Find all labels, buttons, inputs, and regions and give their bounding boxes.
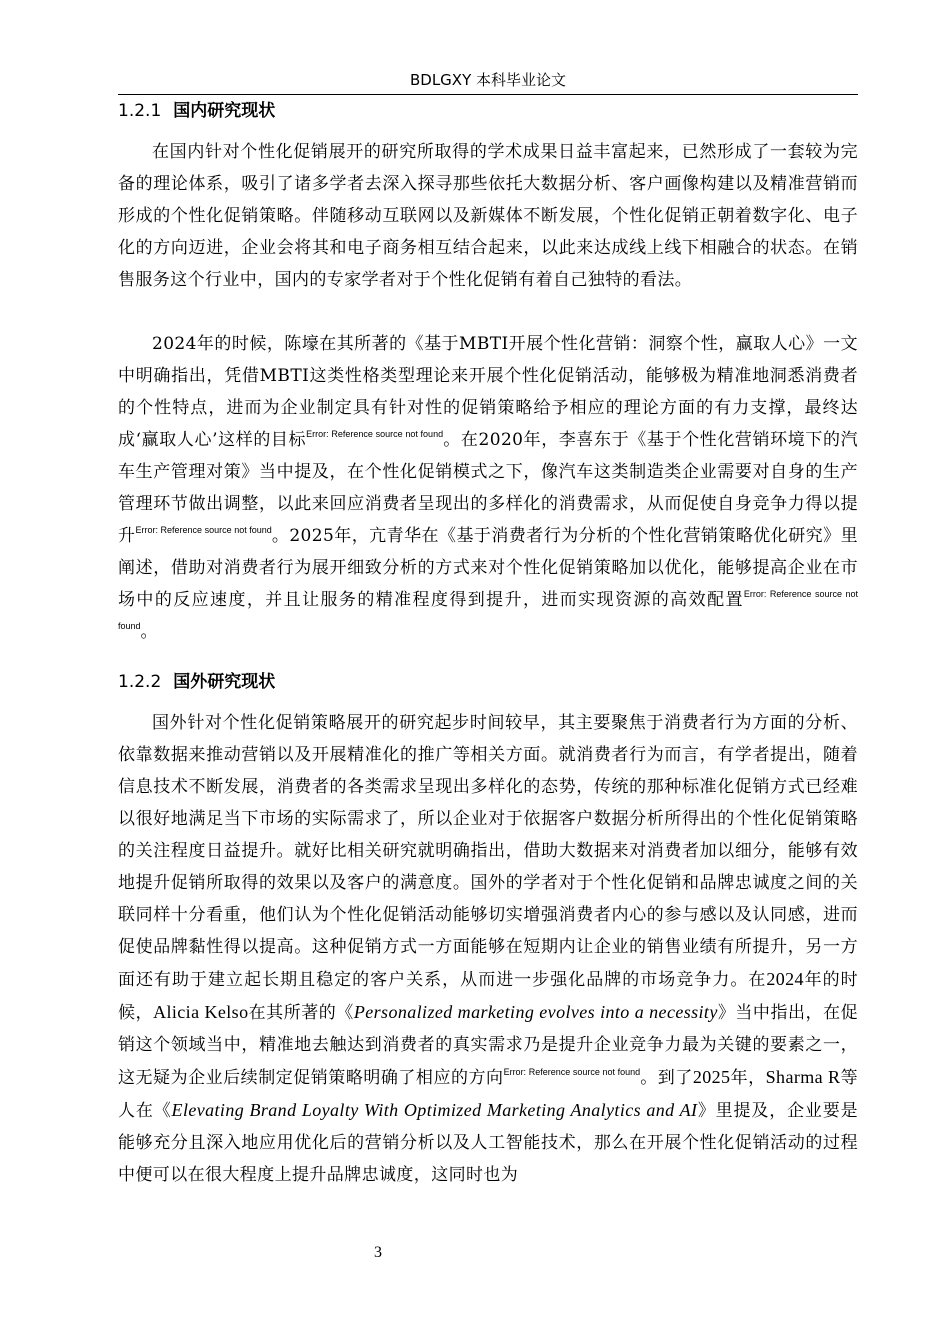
section-heading-foreign	[118, 670, 858, 694]
section-number: 1.2.2	[118, 672, 162, 692]
paragraph-domestic-intro: 在国内针对个性化促销展开的研究所取得的学术成果日益丰富起来，已然形成了一套较为完备的理论体系，吸引了诸多学者去深入探寻那些依托大数据分析、客户画像构建以及精准营销而形成的个性化促销策略。伴随移动互联网以及新媒体不断发展，个性化促销正朝着数字化、电子化的方向迈进，企业会将其和电子商务相互结合起来，以此来达成线上线下相融合的状态。在销售服务这个行业中，国内的专家学者对于个性化促销有着自己独特的看法。	[118, 142, 858, 290]
page-number: 3	[374, 1244, 382, 1261]
section-title: 国外研究现状	[173, 672, 276, 692]
cited-title: Elevating Brand Loyalty With Optimized Marketing Analytics and AI	[171, 1100, 698, 1120]
paragraph-text: 。到了	[640, 1068, 693, 1088]
section-heading-domestic	[118, 99, 858, 123]
author-name: Alicia Kelso	[153, 1002, 249, 1022]
paragraph-text: 。2025年，亢青华在《基于消费者行为分析的个性化营销策略优化研究》里阐述，借助对消费者行为展开细致分析的方式来对个性化促销策略加以优化，能够提高企业在市场中的反应速度，并且让服务的精准程度得到提升，进而实现资源的高效配置	[118, 526, 859, 610]
paragraph-text: 在其所著的《	[248, 1003, 354, 1023]
paragraph-text: 国外针对个性化促销策略展开的研究起步时间较早，其主要聚焦于消费者行为方面的分析、依靠数据来推动营销以及开展精准化的推广等相关方面。就消费者行为而言，有学者提出，随着信息技术不断发展，消费者的各类需求呈现出多样化的态势，传统的那种标准化促销方式已经难以很好地满足当下市场的实际需求了，所以企业对于依据客户数据分析所得出的个性化促销策略的关注程度日益提升。就好比相关研究就明确指出，借助大数据来对消费者加以细分，能够有效地提升促销所取得的效果以及客户的满意度。国外的学者对于个性化促销和品牌忠诚度之间的关联同样十分看重，他们认为个性化促销活动能够切实增强消费者内心的参与感以及认同感，进而促使品牌黏性得以提高。这种促销方式一方面能够在短期内让企业的销售业绩有所提升，另一方面还有助于建立起长期且稳定的客户关系，从而进一步强化品牌的市场竞争力。在	[118, 713, 858, 990]
paragraph-text: 。在2020年，李喜东于《基于个性化营销环境下的汽车生产管理对策》当中提及，在个性化促销模式之下，像汽车这类制造类企业需要对自身的生产管理环节做出调整，以此来回应消费者呈现出的多样化的消费需求，从而促使自身竞争力得以提升	[118, 430, 858, 546]
running-header: BDLGXY 本科毕业论文	[409, 71, 567, 89]
paragraph-text: 等人在《	[118, 1068, 858, 1121]
section-title: 国内研究现状	[173, 101, 276, 121]
cited-title: Personalized marketing evolves into a necessity	[353, 1002, 718, 1022]
year: 2025	[692, 1067, 731, 1087]
paragraph-domestic-literature	[118, 328, 858, 648]
paragraph-text: 。	[140, 622, 158, 642]
paragraph-text: 年，	[730, 1068, 766, 1088]
paragraph-text: 2024年的时候，陈壕在其所著的《基于MBTI开展个性化营销：洞察个性，赢取人心》一文中明确指出，凭借MBTI这类性格类型理论来开展个性化促销活动，能够极为精准地洞悉消费者的个性特点，进而为企业制定具有针对性的促销策略给予相应的理论方面的有力支撑，最终达成‘赢取人心’这样的目标	[118, 334, 858, 450]
reference-error[interactable]: Error: Reference source not found	[135, 525, 272, 535]
section-number: 1.2.1	[118, 101, 162, 121]
year: 2024	[766, 969, 804, 989]
author-name: Sharma R	[765, 1067, 841, 1087]
paragraph-foreign-literature	[118, 707, 858, 1191]
reference-error[interactable]: Error: Reference source not found	[503, 1067, 641, 1077]
reference-error[interactable]: Error: Reference source not found	[306, 429, 444, 439]
paragraph-text: 》当中指出，在促销这个领域当中，精准地去触达到消费者的真实需求乃是提升企业竞争力最为关键的要素之一，这无疑为企业后续制定促销策略明确了相应的方向	[118, 1003, 859, 1088]
paragraph-text: 》里提及，企业要是能够充分且深入地应用优化后的营销分析以及人工智能技术，那么在开展个性化促销活动的过程中便可以在很大程度上提升品牌忠诚度，这同时也为	[118, 1101, 859, 1185]
header-divider	[118, 94, 858, 95]
paragraph-text: 年的时候，	[118, 970, 858, 1023]
reference-error[interactable]: Error: Reference source not found	[118, 589, 858, 631]
